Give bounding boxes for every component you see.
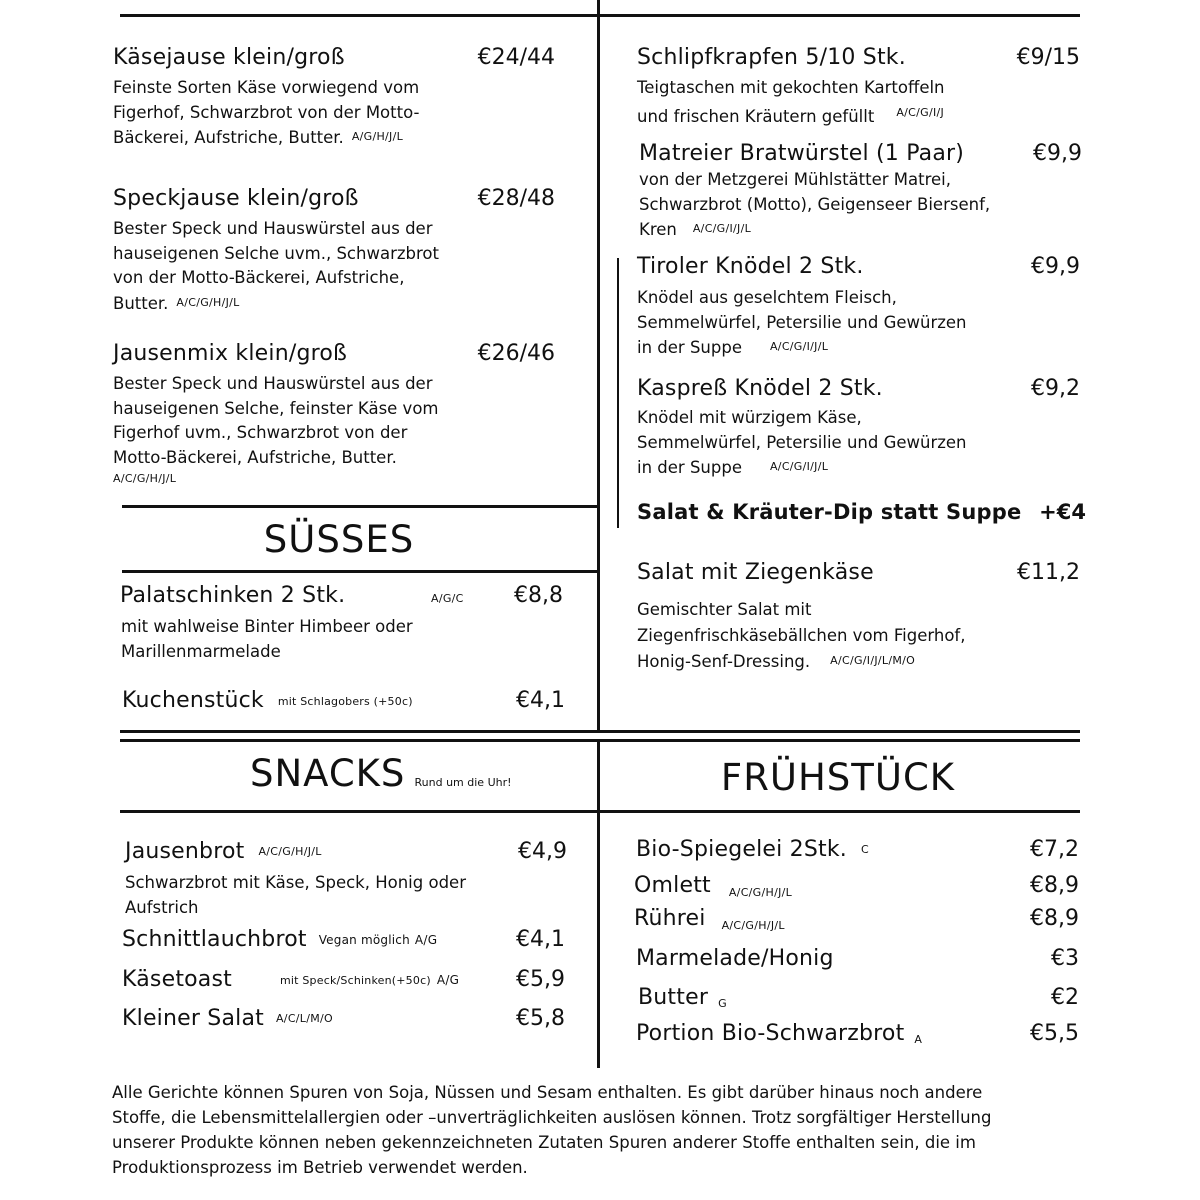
- allergen-codes: A/C/G/I/J: [896, 105, 945, 119]
- suesses-heading: SÜSSES: [263, 518, 415, 561]
- item-price: €9/15: [1016, 45, 1080, 70]
- item-description: Bester Speck und Hauswürstel aus der hauseigenen Selche uvm., Schwarzbrot von der Motto-Bäckerei, Aufstriche, Butter. A/C/G/H/J/L: [113, 219, 439, 313]
- item-note: mit Schlagobers (+50c): [277, 695, 413, 708]
- allergen-codes: A/G: [414, 933, 438, 947]
- item-price: €26/46: [477, 341, 555, 366]
- allergen-codes: A/C/G/I/J/L: [769, 340, 829, 353]
- allergen-codes: A/C/G/H/J/L: [113, 472, 177, 485]
- right-accent-line: [617, 258, 619, 528]
- allergen-codes: A/C/G/H/J/L: [258, 845, 322, 858]
- item-price: €4,1: [516, 688, 565, 713]
- salat-option-price: +€4: [1039, 500, 1086, 524]
- item-description: mit wahlweise Binter Himbeer oder Marillenmarmelade: [121, 617, 413, 661]
- allergen-codes: A/C/G/H/J/L: [721, 919, 785, 932]
- fruehstueck-heading: FRÜHSTÜCK: [720, 756, 956, 799]
- center-column-divider-lower: [597, 742, 600, 1068]
- item-name: Kleiner Salat A/C/L/M/O: [122, 1006, 333, 1031]
- item-name: Tiroler Knödel 2 Stk.: [637, 254, 864, 279]
- allergen-codes: A/G: [436, 973, 460, 987]
- allergen-codes: G: [718, 997, 727, 1010]
- item-name: Salat mit Ziegenkäse: [637, 560, 874, 585]
- salat-option-label: Salat & Kräuter-Dip statt Suppe: [637, 500, 1022, 524]
- item-name: Speckjause klein/groß: [113, 186, 359, 211]
- item-description: Schwarzbrot mit Käse, Speck, Honig oder Aufstrich: [125, 873, 466, 917]
- item-name: Kaspreß Knödel 2 Stk.: [637, 376, 883, 401]
- item-price: €5,9: [516, 967, 565, 992]
- item-name: Jausenmix klein/groß: [113, 341, 348, 366]
- snacks-heading: SNACKS: [250, 752, 406, 795]
- section-divider-double-1: [120, 730, 1080, 733]
- item-name: Matreier Bratwürstel (1 Paar): [639, 141, 965, 166]
- center-column-divider: [597, 0, 600, 730]
- item-name: Portion Bio-Schwarzbrot A: [636, 1021, 923, 1046]
- item-name: Omlett A/C/G/H/J/L: [634, 873, 793, 899]
- allergen-codes: A/G/C: [431, 592, 464, 605]
- item-price: €11,2: [1017, 560, 1080, 585]
- item-price: €9,2: [1031, 376, 1080, 401]
- item-name: Kuchenstück mit Schlagobers (+50c): [122, 688, 413, 713]
- item-price: €9,9: [1033, 141, 1082, 166]
- item-description: Teigtaschen mit gekochten Kartoffeln und frischen Kräutern gefüllt $^{A/C/G/I/J}$: [637, 78, 945, 126]
- item-price: €8,9: [1030, 873, 1079, 898]
- item-price: €5,5: [1030, 1021, 1079, 1046]
- allergen-codes: C: [860, 843, 869, 856]
- item-name: Butter G: [638, 985, 727, 1010]
- allergen-codes: A/C/G/I/J/L/M/O: [830, 654, 916, 667]
- item-price: €8,8: [514, 583, 563, 608]
- item-description: von der Metzgerei Mühlstätter Matrei, Schwarzbrot (Motto), Geigenseer Biersenf, Kren A/C/G/I/J/L: [639, 170, 991, 239]
- item-name: Käsetoast mit Speck/Schinken(+50c) A/G: [122, 967, 460, 992]
- item-name: Rührei A/C/G/H/J/L: [634, 906, 785, 932]
- item-description: Knödel mit würzigem Käse, Semmelwürfel, Petersilie und Gewürzen in der Suppe A/C/G/I/J/L: [637, 408, 967, 477]
- item-price: €24/44: [477, 45, 555, 70]
- item-price: €8,9: [1030, 906, 1079, 931]
- suesses-top-divider: [122, 505, 598, 508]
- snacks-subheading: Rund um die Uhr!: [414, 776, 512, 789]
- item-price: €4,1: [516, 927, 565, 952]
- section-divider-double-2: [120, 739, 1080, 742]
- item-note: Vegan möglich: [318, 933, 410, 947]
- snacks-heading-group: [250, 752, 512, 795]
- item-price: €3: [1051, 946, 1079, 971]
- item-name: Schnittlauchbrot Vegan möglich A/G: [122, 927, 438, 952]
- item-description: Bester Speck und Hauswürstel aus der hauseigenen Selche, feinster Käse vom Figerhof uvm., Schwarzbrot von der Motto-Bäckerei, Aufstriche, Butter.: [113, 374, 439, 467]
- item-price: €28/48: [477, 186, 555, 211]
- lower-heading-divider: [120, 810, 1080, 813]
- item-name: Bio-Spiegelei 2Stk. C: [636, 837, 869, 862]
- item-price: €7,2: [1030, 837, 1079, 862]
- item-description: Gemischter Salat mit Ziegenfrischkäsebällchen vom Figerhof, Honig-Senf-Dressing. A/C/G/I/J/L/M/O: [637, 600, 966, 671]
- item-price: €4,9: [518, 839, 567, 864]
- item-description: Knödel aus geselchtem Fleisch, Semmelwürfel, Petersilie und Gewürzen in der Suppe A/C/G/I/J/L: [637, 288, 967, 357]
- item-name: Schlipfkrapfen 5/10 Stk.: [637, 45, 906, 70]
- item-price: €9,9: [1031, 254, 1080, 279]
- suesses-bottom-divider: [122, 570, 598, 573]
- top-divider: [120, 14, 1080, 17]
- allergen-codes: A/C/G/I/J/L: [769, 460, 829, 473]
- allergen-codes: A/C/G/H/J/L: [176, 295, 240, 309]
- item-description: Feinste Sorten Käse vorwiegend vom Figerhof, Schwarzbrot von der Motto- Bäckerei, Aufstriche, Butter. A/G/H/J/L: [113, 78, 420, 147]
- allergen-codes: A/C/G/I/J/L: [692, 222, 752, 235]
- item-name: Käsejause klein/groß: [113, 45, 345, 70]
- allergen-codes: A: [914, 1033, 923, 1046]
- item-price: €2: [1051, 985, 1079, 1010]
- item-note: mit Speck/Schinken(+50c): [279, 974, 431, 987]
- item-name: Palatschinken 2 Stk.: [120, 583, 346, 608]
- item-name: Jausenbrot A/C/G/H/J/L: [125, 839, 322, 864]
- item-name: Marmelade/Honig: [636, 946, 834, 971]
- allergen-disclaimer: Alle Gerichte können Spuren von Soja, Nüssen und Sesam enthalten. Es gibt darüber hinaus noch andere Stoffe, die Lebensmittelallergien oder –unverträglichkeiten auslösen können. Trotz sorgfältiger Herstellung unserer Produkte können neben gekennzeichneten Zutaten Spuren anderer Stoffe enthalten sein, die im Produktionsprozess im Betrieb verwendet werden.: [112, 1083, 992, 1177]
- item-price: €5,8: [516, 1006, 565, 1031]
- allergen-codes: A/G/H/J/L: [351, 130, 404, 143]
- allergen-codes: A/C/G/H/J/L: [728, 886, 793, 899]
- allergen-codes: A/C/L/M/O: [275, 1012, 333, 1025]
